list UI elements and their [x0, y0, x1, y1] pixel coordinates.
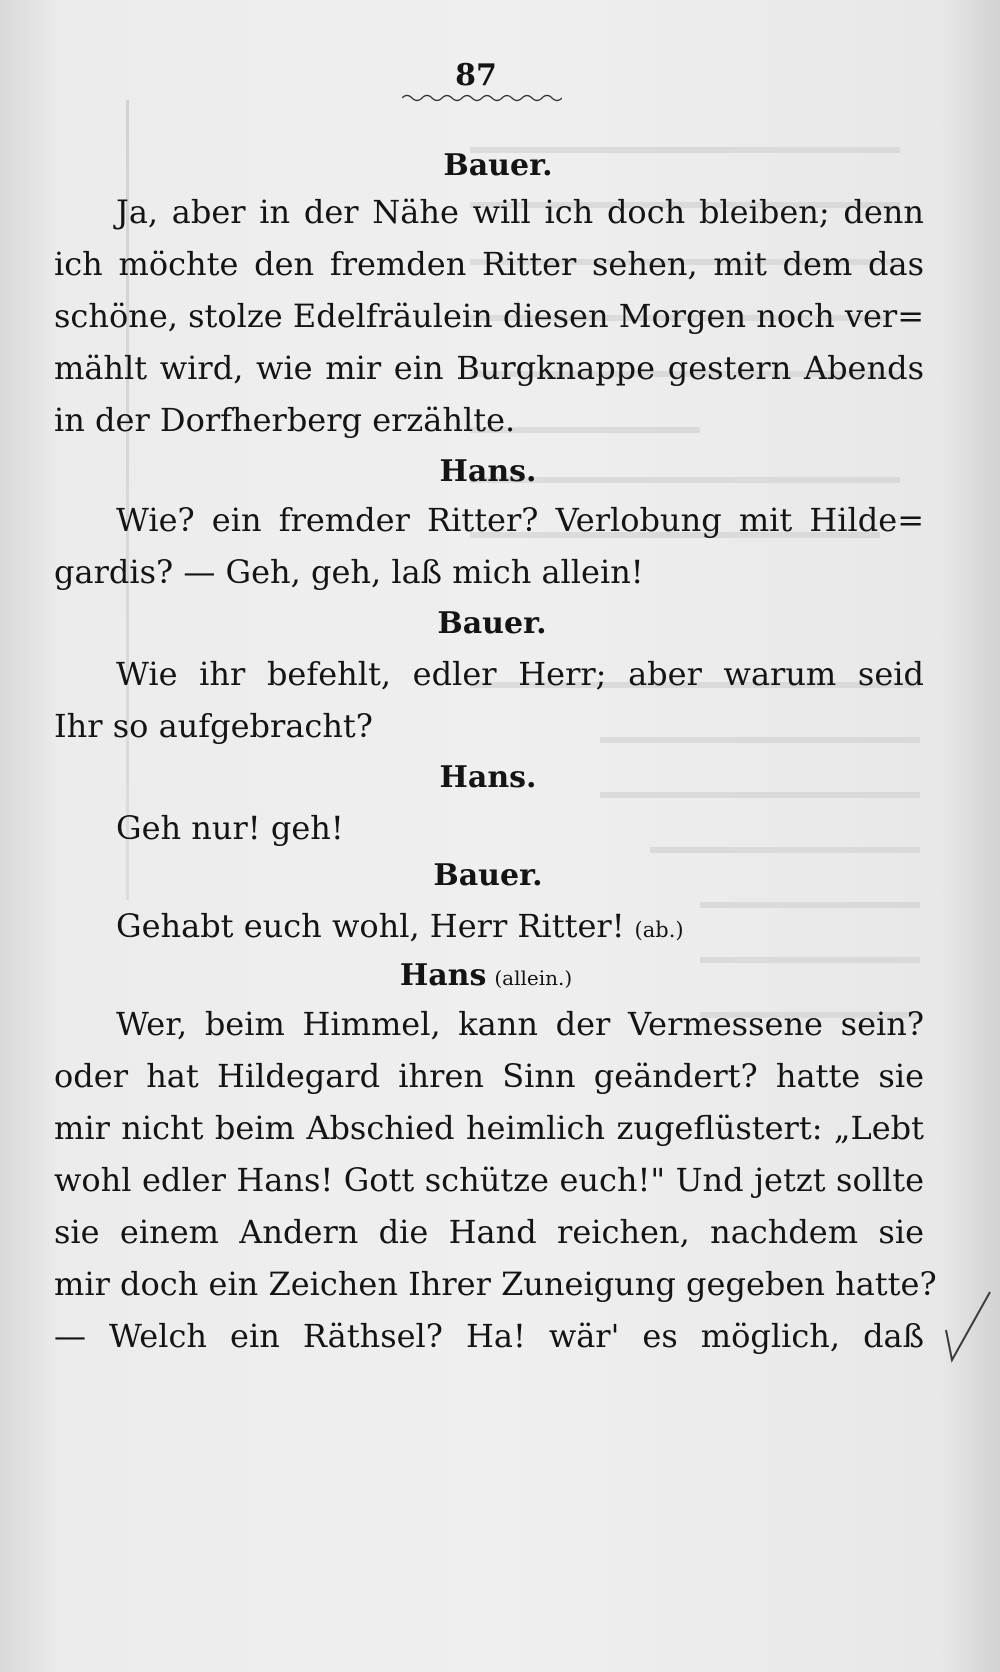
speaker-heading: Bauer.	[433, 858, 543, 893]
text-line: Geh nur! geh!	[116, 809, 344, 847]
text-line: Ihr so aufgebracht?	[54, 707, 373, 745]
speaker-name: Hans	[399, 958, 487, 993]
text-line: ich möchte den fremden Ritter sehen, mit dem das	[54, 245, 924, 283]
speaker-heading: Hans.	[439, 760, 537, 795]
text-line: in der Dorfherberg erzählte.	[54, 401, 516, 439]
text-line: Wie ihr befehlt, edler Herr; aber warum seid	[116, 655, 924, 693]
speaker-heading: Bauer.	[443, 148, 553, 183]
text-line: mählt wird, wie mir ein Burgknappe gestern Abends	[54, 349, 924, 387]
stage-direction: (allein.)	[494, 966, 573, 990]
text-line: mir doch ein Zeichen Ihrer Zuneigung gegeben hatte?	[54, 1265, 937, 1303]
text-line: wohl edler Hans! Gott schütze euch!" Und jetzt sollte	[54, 1161, 924, 1199]
speaker-heading	[0, 956, 986, 998]
text-line: Ja, aber in der Nähe will ich doch bleiben; denn	[116, 193, 924, 231]
text-line: sie einem Andern die Hand reichen, nachdem sie	[54, 1213, 924, 1251]
text-line: oder hat Hildegard ihren Sinn geändert? hatte sie	[54, 1057, 924, 1095]
speaker-heading: Hans.	[439, 454, 537, 489]
page-number: 87	[455, 58, 497, 93]
stage-direction: (ab.)	[634, 918, 684, 942]
pen-stroke-mark	[940, 1290, 1000, 1370]
text-line: schöne, stolze Edelfräulein diesen Morgen noch ver=	[54, 297, 924, 335]
speaker-heading: Bauer.	[437, 606, 547, 641]
text-line: gardis? — Geh, geh, laß mich allein!	[54, 553, 644, 591]
text-line: Wie? ein fremder Ritter? Verlobung mit Hilde=	[116, 501, 924, 539]
text-line: mir nicht beim Abschied heimlich zugeflüstert: „Lebt	[54, 1109, 924, 1147]
wavy-rule-ornament	[402, 92, 562, 104]
text-line	[54, 906, 924, 950]
text-line: — Welch ein Räthsel? Ha! wär' es möglich, daß	[54, 1317, 924, 1355]
text-line: Wer, beim Himmel, kann der Vermessene sein?	[116, 1005, 924, 1043]
dialogue-text: Gehabt euch wohl, Herr Ritter!	[116, 907, 625, 945]
